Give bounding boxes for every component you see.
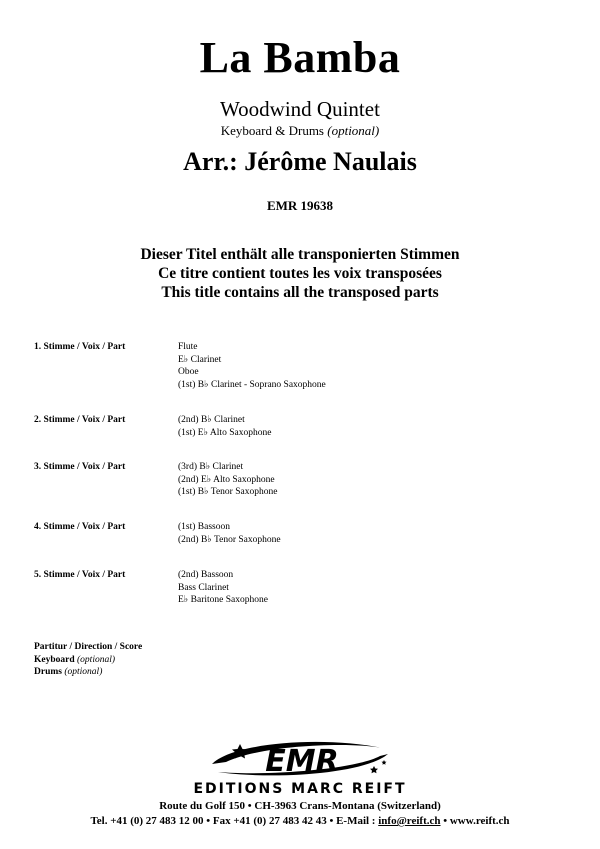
- part-instruments: [178, 341, 326, 391]
- instrument-item: (1st) B♭ Tenor Saxophone: [178, 487, 278, 497]
- publisher-contact: [0, 815, 600, 827]
- publisher-logo: [0, 736, 600, 784]
- optional-instruments-text: Keyboard & Drums: [220, 123, 324, 138]
- instrument-item: (1st) E♭ Alto Saxophone: [178, 427, 272, 438]
- instrument-item: Flute: [178, 342, 198, 352]
- optional-marker: (optional): [327, 123, 380, 138]
- part-instruments: [178, 461, 277, 499]
- instrument-item: (2nd) E♭ Alto Saxophone: [178, 474, 275, 485]
- drums-item: [34, 666, 142, 679]
- instrument-item: (2nd) B♭ Clarinet: [178, 415, 245, 425]
- part-label: 4. Stimme / Voix / Part: [34, 522, 126, 532]
- part-label: 3. Stimme / Voix / Part: [34, 462, 126, 472]
- notice-german: Dieser Titel enthält alle transponierten Stimmen: [140, 246, 460, 263]
- contact-phone-fax: Tel. +41 (0) 27 483 12 00 • Fax +41 (0) 27 483 42 43 • E-Mail :: [90, 815, 379, 827]
- part-label: 5. Stimme / Voix / Part: [34, 570, 126, 580]
- catalog-number: EMR 19638: [266, 198, 334, 213]
- notice-french: Ce titre contient toutes les voix transposées: [158, 265, 442, 282]
- piece-title: La Bamba: [199, 33, 401, 82]
- publisher-address: Route du Golf 150 • CH-3963 Crans-Montana (Switzerland): [159, 800, 441, 812]
- optional-marker: (optional): [77, 654, 116, 665]
- score-item: [34, 641, 142, 654]
- instrument-item: E♭ Clarinet: [178, 354, 222, 365]
- instrument-item: Bass Clarinet: [178, 582, 229, 593]
- part-instruments: [178, 414, 271, 439]
- part-instruments: [178, 569, 268, 607]
- instrument-item: (2nd) B♭ Tenor Saxophone: [178, 534, 281, 545]
- email-link[interactable]: info@reift.ch: [378, 815, 441, 827]
- drums-label: Drums: [34, 667, 62, 677]
- arranger: Arr.: Jérôme Naulais: [183, 147, 417, 176]
- part-label: 2. Stimme / Voix / Part: [34, 415, 126, 425]
- keyboard-item: [34, 654, 142, 667]
- instrument-item: (1st) B♭ Clarinet - Soprano Saxophone: [178, 379, 326, 390]
- publisher-brand: EDITIONS MARC REIFT: [193, 781, 407, 797]
- keyboard-label: Keyboard: [34, 654, 75, 665]
- emr-logo-icon: [204, 736, 396, 782]
- logo-text: EMR: [265, 744, 339, 779]
- optional-instruments: [0, 123, 600, 139]
- notice-english: This title contains all the transposed parts: [161, 284, 439, 301]
- optional-marker: (optional): [64, 667, 103, 677]
- instrument-item: (1st) Bassoon: [178, 522, 230, 532]
- score-label: Partitur / Direction / Score: [34, 642, 143, 652]
- instrument-item: (3rd) B♭ Clarinet: [178, 462, 244, 472]
- website-text[interactable]: • www.reift.ch: [440, 815, 510, 827]
- score-items: [34, 641, 142, 679]
- part-instruments: [178, 521, 281, 546]
- instrument-item: E♭ Baritone Saxophone: [178, 595, 268, 605]
- instrument-item: Oboe: [178, 367, 199, 377]
- ensemble-subtitle: Woodwind Quintet: [220, 97, 380, 121]
- instrument-item: (2nd) Bassoon: [178, 570, 234, 580]
- part-label: 1. Stimme / Voix / Part: [34, 342, 126, 352]
